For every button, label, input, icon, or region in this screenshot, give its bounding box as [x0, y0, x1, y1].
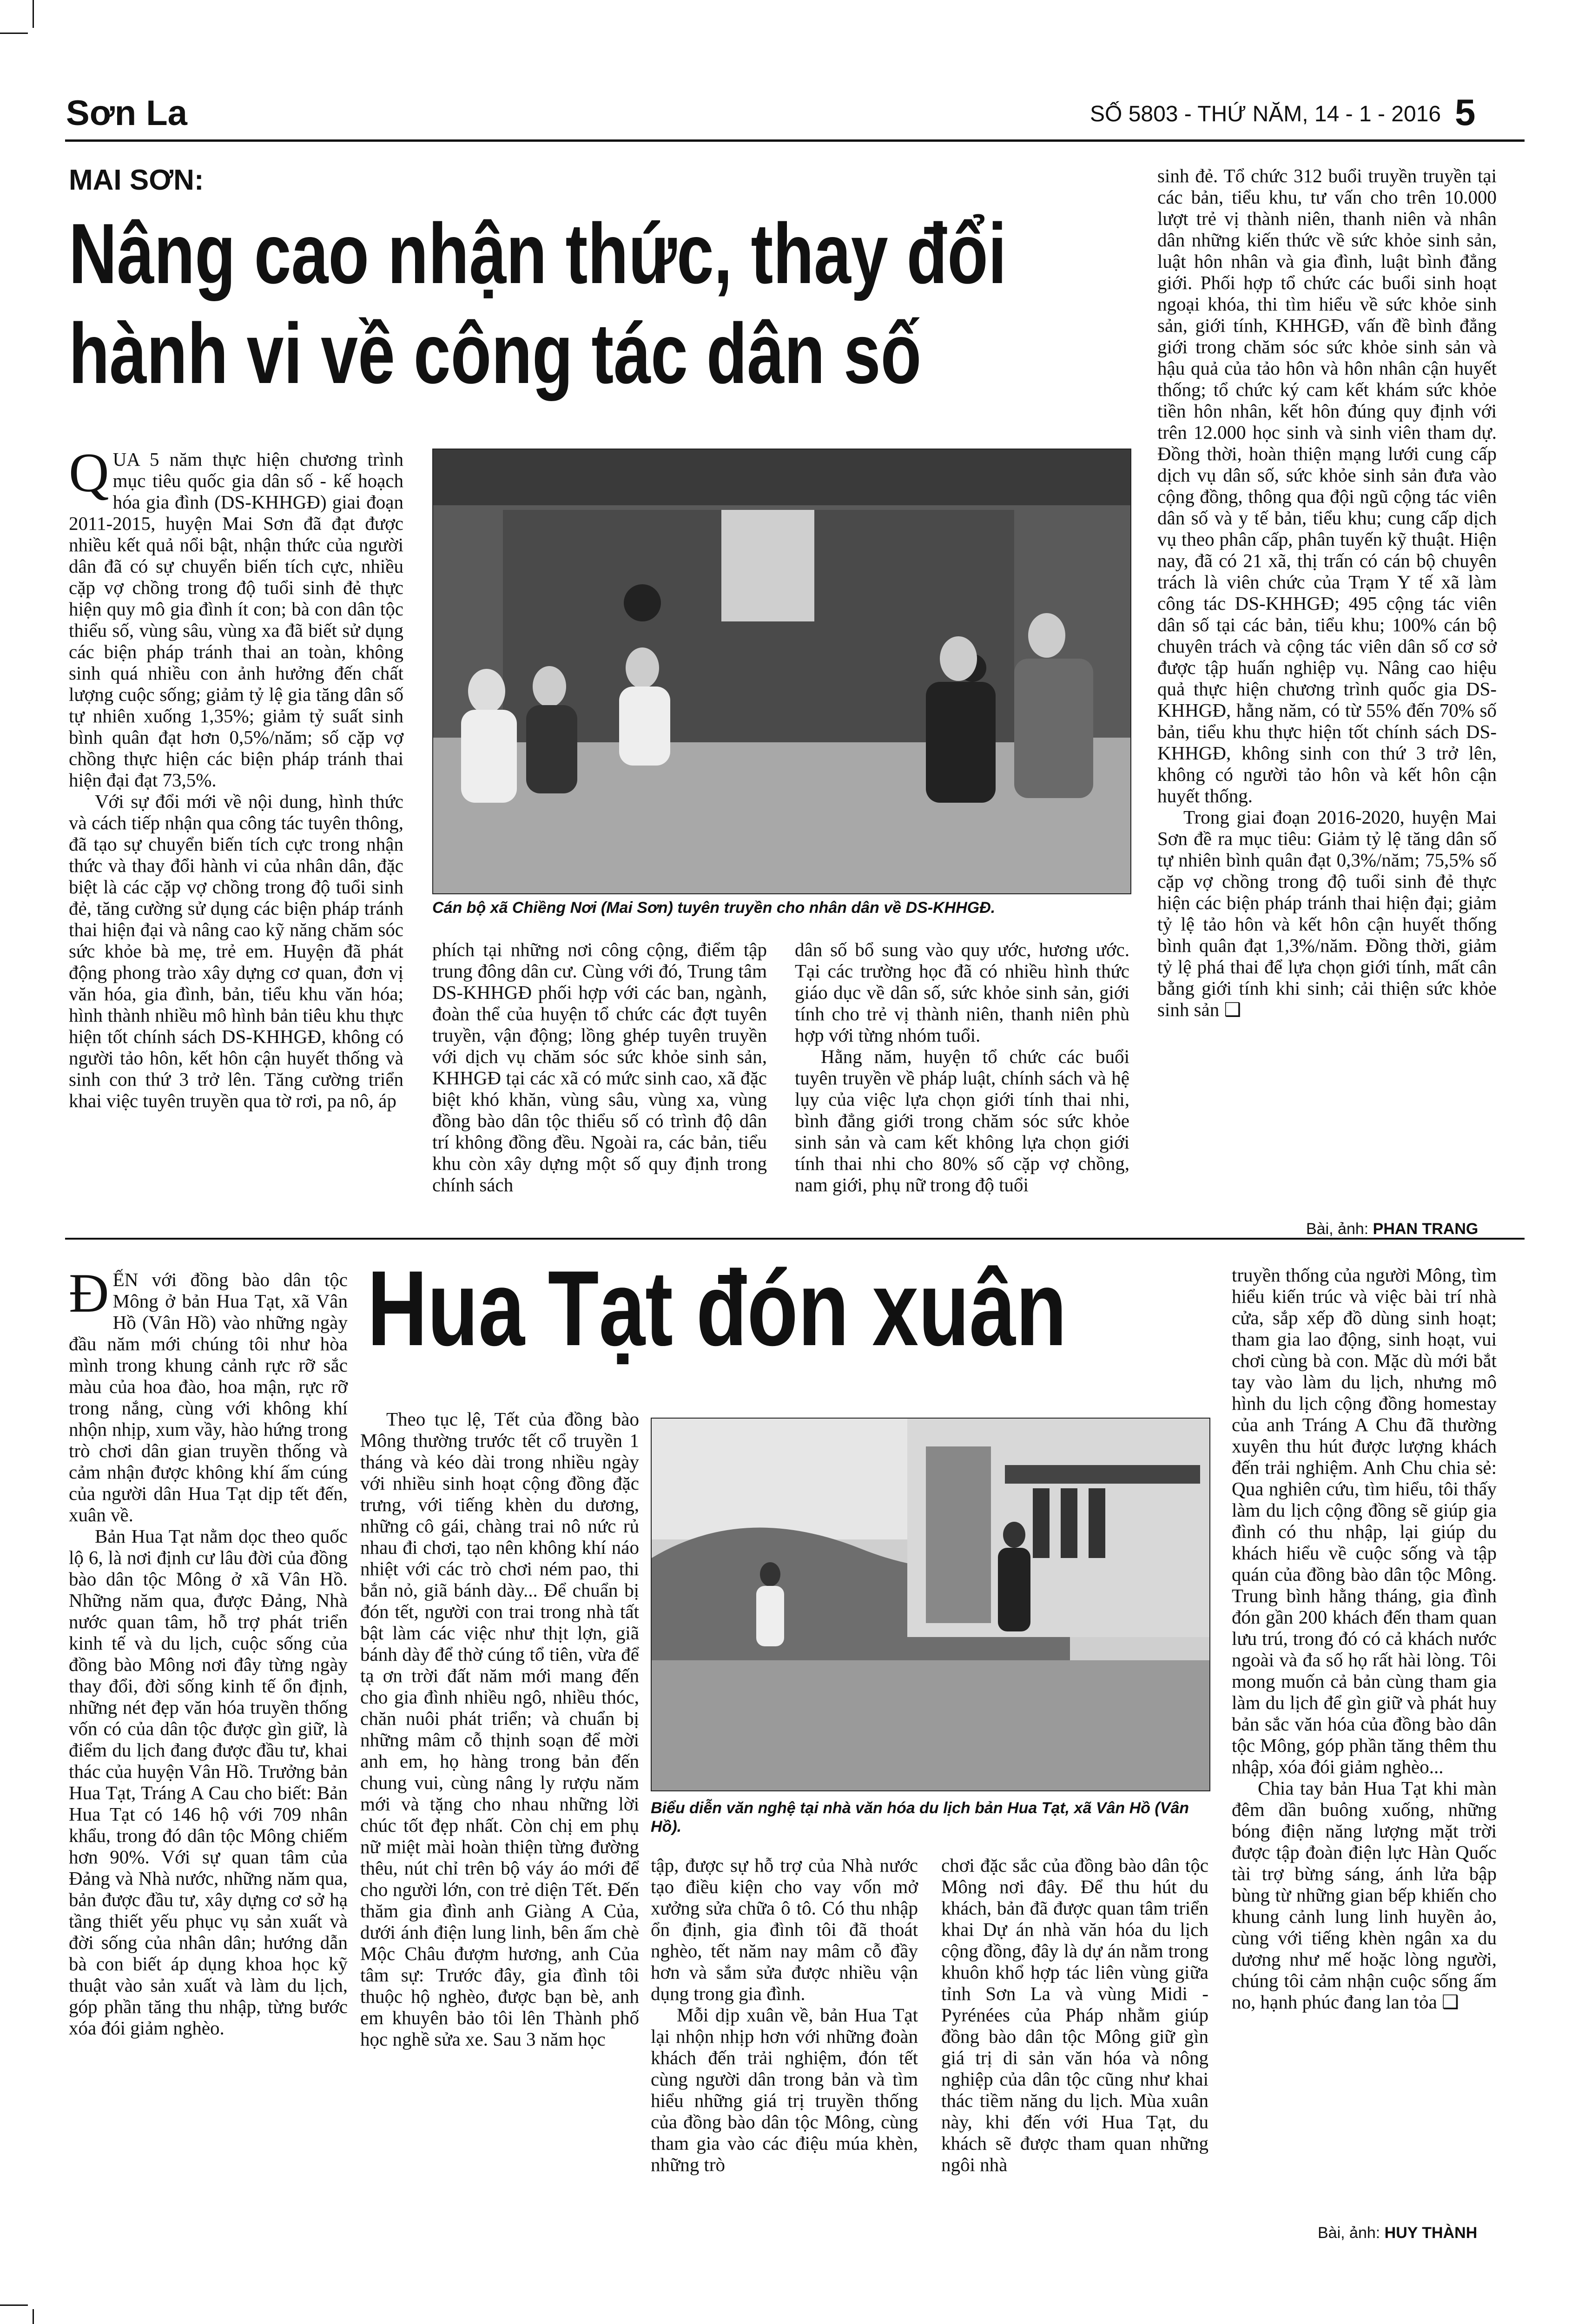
article1-paragraph: dân số bổ sung vào quy ước, hương ước. Tại các trường học đã có nhiều hình thức giáo dục về dân số, sức khỏe sinh sản, giới tính cho trẻ vị thành niên, thanh niên phù hợp với từng nhóm tuổi.	[795, 939, 1129, 1046]
article1-title-line2: hành vi về công tác dân số	[69, 305, 922, 401]
dropcap: Q	[69, 442, 109, 503]
article2-paragraph: Chia tay bản Hua Tạt khi màn đêm dần buông xuống, những bóng điện năng lượng mặt trời được tập đoàn điện lực Hàn Quốc tài trợ bừng sáng, ánh lửa bập bùng từ những gian bếp khiến cho khung cảnh lung linh huyền ảo, cùng với tiếng khèn ngân xa du dương như mế hoặc lòng người, chúng tôi cảm nhận cuộc sống ấm no, hạnh phúc đang lan tỏa ❑	[1232, 1777, 1497, 2013]
article2-column-2	[360, 1408, 639, 2050]
article1-byline	[1306, 1220, 1478, 1238]
article-separator	[65, 1238, 1525, 1240]
article2-byline	[1318, 2224, 1477, 2242]
article2-column-1	[69, 1262, 348, 2039]
crop-mark	[33, 2309, 34, 2324]
article1-paragraph: Hằng năm, huyện tổ chức các buổi tuyên truyền về pháp luật, chính sách và hệ lụy của việc lựa chọn giới tính thai nhi, bình đẳng giới trong chăm sóc sức khỏe sinh sản và cam kết không lựa chọn giới tính thai nhi cho 80% số cặp vợ chồng, nam giới, phụ nữ trong độ tuổi	[795, 1046, 1129, 1195]
byline-author: PHAN TRANG	[1373, 1220, 1479, 1238]
article2-paragraph: Bản Hua Tạt nằm dọc theo quốc lộ 6, là nơi định cư lâu đời của đồng bào dân tộc Mông ở xã Vân Hồ. Những năm qua, được Đảng, Nhà nước quan tâm, hỗ trợ phát triển kinh tế và du lịch, cuộc sống của đồng bào Mông nơi đây từng ngày thay đổi, đời sống kinh tế ổn định, những nét đẹp văn hóa truyền thống vốn có của dân tộc được gìn giữ, là điểm du lịch đang được đầu tư, khai thác của huyện Vân Hồ. Trưởng bản Hua Tạt, Tráng A Cau cho biết: Bản Hua Tạt có 146 hộ với 709 nhân khẩu, trong đó dân tộc Mông chiếm hơn 90%. Với sự quan tâm của Đảng và Nhà nước, những năm qua, bản được đầu tư, xây dựng cơ sở hạ tầng thiết yếu phục vụ sản xuất và đời sống của nhân dân; hướng dẫn bà con biết áp dụng khoa học kỹ thuật vào sản xuất và làm du lịch, góp phần tăng thu nhập, từng bước xóa đói giảm nghèo.	[69, 1525, 348, 2039]
article2-paragraph: Mỗi dịp xuân về, bản Hua Tạt lại nhộn nhịp hơn với những đoàn khách đến trải nghiệm, đón tết cùng người dân trong bản và tìm hiểu những giá trị truyền thống của đồng bào dân tộc Mông, cùng tham gia vào các điệu múa khèn, những trò	[651, 2004, 918, 2175]
article2-paragraph: ẾN với đồng bào dân tộc Mông ở bản Hua Tạt, xã Vân Hồ (Vân Hồ) vào những ngày đầu năm mới chúng tôi như hòa mình trong khung cảnh rực rỡ sắc màu của hoa đào, hoa mận, rực rỡ trong nắng, cùng với không khí nhộn nhịp, xum vầy, hào hứng trong trò chơi dân gian truyền thống và cảm nhận được không khí ấm cúng của người dân Hua Tạt dịp tết đến, xuân về.	[69, 1269, 348, 1525]
article2-paragraph: Theo tục lệ, Tết của đồng bào Mông thường trước tết cổ truyền 1 tháng và kéo dài trong nhiều ngày với nhiều sinh hoạt cộng đồng đặc trưng, với tiếng khèn du dương, những cô gái, chàng trai nô nức rủ nhau đi chơi, tạo nên không khí náo nhiệt với các trò chơi ném pao, thi bắn nỏ, giã bánh dày... Để chuẩn bị đón tết, người con trai trong nhà tất bật làm các việc như thịt lợn, giã bánh dày để thờ cúng tổ tiên, vừa để tạ ơn trời đất năm mới mang đến cho gia đình nhiều ngô, nhiều thóc, chăn nuôi phát triển; và chuẩn bị những mâm cỗ thịnh soạn để mời anh em, họ hàng trong bản đến chung vui, cùng nâng ly rượu năm mới và tặng cho nhau những lời chúc tốt đẹp nhất. Còn chị em phụ nữ miệt mài hoàn thiện từng đường thêu, nút chỉ trên bộ váy áo mới để cho người lớn, con trẻ diện Tết. Đến thăm gia đình anh Giàng A Của, dưới ánh điện lung linh, bên ấm chè Mộc Châu đượm hương, anh Của tâm sự: Trước đây, gia đình tôi thuộc hộ nghèo, được bạn bè, anh em khuyên bảo tôi lên Thành phố học nghề sửa xe. Sau 3 năm học	[360, 1408, 639, 2050]
article1-column-3	[795, 939, 1129, 1195]
crop-mark	[0, 2304, 28, 2306]
article2-title: Hua Tạt đón xuân	[367, 1248, 1067, 1368]
article2-paragraph: truyền thống của người Mông, tìm hiểu kiến trúc và việc bài trí nhà cửa, sắp xếp đồ dùng sinh hoạt; tham gia lao động, sinh hoạt, vui chơi cùng bà con. Mặc dù mới bắt tay vào làm du lịch, nhưng mô hình du lịch cộng đồng homestay của anh Tráng A Chu đã thường xuyên thu hút được lượng khách đến trải nghiệm. Anh Chu chia sẻ: Qua nghiên cứu, tìm hiểu, tôi thấy làm du lịch cộng đồng sẽ giúp gia đình có thu nhập, lại giúp du khách hiểu về cuộc sống và tập quán của đồng bào dân tộc Mông. Trung bình hằng tháng, gia đình đón gần 200 khách đến tham quan lưu trú, trong đó có cả khách nước ngoài và đa số họ rất hài lòng. Tôi mong muốn cả bản cùng tham gia làm du lịch để gìn giữ và phát huy bản sắc văn hóa của đồng bào dân tộc Mông, góp phần tăng thêm thu nhập, xóa đói giảm nghèo...	[1232, 1264, 1497, 1777]
article2-column-4	[941, 1855, 1208, 2175]
article1-column-1	[69, 442, 403, 1111]
article1-column-2	[432, 939, 767, 1195]
article2-paragraph: chơi đặc sắc của đồng bào dân tộc Mông nơi đây. Để thu hút du khách, bản đã được quan tâm triển khai Dự án nhà văn hóa du lịch cộng đồng, đây là dự án nằm trong khuôn khổ hợp tác liên vùng giữa tỉnh Sơn La và vùng Midi - Pyrénées của Pháp nhằm giúp đồng bào dân tộc Mông giữ gìn giá trị di sản văn hóa và nông nghiệp của dân tộc cũng như khai thác tiềm năng du lịch. Mùa xuân này, khi đến với Hua Tạt, du khách sẽ được tham quan những ngôi nhà	[941, 1855, 1208, 2175]
byline-prefix: Bài, ảnh:	[1306, 1220, 1373, 1238]
article1-photo	[432, 449, 1131, 894]
dropcap: Đ	[69, 1262, 109, 1324]
article1-paragraph: Trong giai đoạn 2016-2020, huyện Mai Sơn đề ra mục tiêu: Giảm tỷ lệ tăng dân số tự nhiên bình quân đạt 0,3%/năm; 75,5% số cặp vợ chồng trong độ tuổi sinh đẻ thực hiện các biện pháp tránh thai hiện đại; giảm tỷ lệ tảo hôn và kết hôn cận huyết thống bình quân đạt 1,3%/năm. Đồng thời, giảm tỷ lệ phá thai để lựa chọn giới tính, mất cân bằng giới tính khi sinh; cải thiện sức khỏe sinh sản ❑	[1157, 806, 1497, 1020]
page-number: 5	[1455, 92, 1476, 133]
crop-mark	[33, 0, 34, 28]
photo-image	[433, 449, 1130, 893]
article2-paragraph: tập, được sự hỗ trợ của Nhà nước tạo điều kiện cho vay vốn mở xưởng sửa chữa ô tô. Có thu nhập ổn định, gia đình tôi đã thoát nghèo, tết năm nay mâm cỗ đầy hơn và sắm sửa được nhiều vận dụng trong gia đình.	[651, 1855, 918, 2004]
article2-column-5	[1232, 1264, 1497, 2013]
article1-photo-caption: Cán bộ xã Chiềng Nơi (Mai Sơn) tuyên truyền cho nhân dân về DS-KHHGĐ.	[432, 899, 996, 917]
byline-author: HUY THÀNH	[1384, 2224, 1478, 2242]
article1-paragraph: phích tại những nơi công cộng, điểm tập trung đông dân cư. Cùng với đó, Trung tâm DS-KHHGĐ phối hợp với các ban, ngành, đoàn thể của huyện tổ chức các đợt tuyên truyền, vận động; lồng ghép tuyên truyền với dịch vụ chăm sóc sức khỏe sinh sản, KHHGĐ tại các xã có mức sinh cao, xã đặc biệt khó khăn, vùng sâu, vùng xa, vùng đồng bào dân tộc thiểu số có trình độ dân trí không đồng đều. Ngoài ra, các bản, tiểu khu còn xây dựng một số quy định trong chính sách	[432, 939, 767, 1195]
article1-paragraph: sinh đẻ. Tổ chức 312 buổi truyền truyền tại các bản, tiểu khu, tư vấn cho trên 10.000 lượt trẻ vị thành niên, thanh niên và nhân dân những kiến thức về sức khỏe sinh sản, luật hôn nhân và gia đình, luật bình đẳng giới. Phối hợp tổ chức các buổi sinh hoạt ngoại khóa, thi tìm hiểu về sức khỏe sinh sản, giới tính, KHHGĐ, vấn đề bình đẳng giới trong chăm sóc sức khỏe sinh sản và hậu quả của tảo hôn và hôn nhân cận huyết thống; tổ chức ký cam kết khám sức khỏe tiền hôn nhân, kết hôn đúng quy định với trên 12.000 học sinh và sinh viên tham dự. Đồng thời, hoàn thiện mạng lưới cung cấp dịch vụ dân số, sức khỏe sinh sản đưa vào cộng đồng, thông qua đội ngũ cộng tác viên dân số và y tế bản, tiểu khu; cung cấp dịch vụ theo phân cấp, phân tuyến kỹ thuật. Hiện nay, đã có 21 xã, thị trấn có cán bộ chuyên trách là viên chức của Trạm Y tế xã làm công tác DS-KHHGĐ; 495 cộng tác viên dân số tại các bản, tiểu khu; 100% cán bộ chuyên trách và cộng tác viên dân số cơ sở được tập huấn nghiệp vụ. Nâng cao hiệu quả thực hiện chương trình quốc gia DS-KHHGĐ, hằng năm, có từ 55% đến 70% số bản, tiểu khu thực hiện tốt chính sách DS-KHHGĐ, không sinh con thứ 3 trở lên, không có người tảo hôn và kết hôn cận huyết thống.	[1157, 165, 1497, 806]
article1-paragraph: Với sự đổi mới về nội dung, hình thức và cách tiếp nhận qua công tác tuyên thông, đã tạo sự chuyển biến tích cực trong nhận thức và thay đổi hành vi của nhân dân, đặc biệt là các cặp vợ chồng trong độ tuổi sinh đẻ, tăng cường sử dụng các biện pháp tránh thai hiện đại và nâng cao kỹ năng chăm sóc sức khỏe bà mẹ, trẻ em. Huyện đã phát động phong trào xây dựng cơ quan, đơn vị văn hóa, gia đình, bản, tiểu khu văn hóa; hình thành nhiều mô hình bản tiêu khu thực hiện tốt chính sách DS-KHHGĐ, không có người tảo hôn, kết hôn cận huyết thống và sinh con thứ 3 trở lên. Tăng cường triển khai việc tuyên truyền qua tờ rơi, pa nô, áp	[69, 791, 403, 1111]
section-name: Sơn La	[66, 93, 187, 133]
header-rule	[65, 139, 1525, 142]
article2-column-3	[651, 1855, 918, 2175]
article2-photo-caption: Biểu diễn văn nghệ tại nhà văn hóa du lịch bản Hua Tạt, xã Vân Hồ (Vân Hồ).	[651, 1799, 1189, 1835]
issue-info: SỐ 5803 - THỨ NĂM, 14 - 1 - 2016	[1090, 102, 1441, 126]
article2-photo	[651, 1418, 1210, 1791]
article1-column-4	[1157, 165, 1497, 1020]
article1-kicker: MAI SƠN:	[69, 164, 204, 196]
article1-title-line1: Nâng cao nhận thức, thay đổi	[69, 205, 1007, 301]
photo-image	[652, 1419, 1209, 1790]
article1-paragraph: UA 5 năm thực hiện chương trình mục tiêu quốc gia dân số - kế hoạch hóa gia đình (DS-KHHGĐ) giai đoạn 2011-2015, huyện Mai Sơn đã đạt được nhiều kết quả nổi bật, nhận thức của người dân đã có sự chuyển biến tích cực, nhiều cặp vợ chồng trong độ tuổi sinh đẻ thực hiện quy mô gia đình ít con; bà con dân tộc thiểu số, vùng sâu, vùng xa đã biết sử dụng các biện pháp tránh thai an toàn, không sinh quá nhiều con ảnh hưởng đến chất lượng cuộc sống; giảm tỷ lệ gia tăng dân số tự nhiên xuống 1,35%; giảm tỷ suất sinh bình quân đạt hơn 0,5%/năm; số cặp vợ chồng thực hiện các biện pháp tránh thai hiện đại đạt 73,5%.	[69, 449, 403, 791]
byline-prefix: Bài, ảnh:	[1318, 2224, 1385, 2242]
crop-mark	[0, 33, 28, 34]
